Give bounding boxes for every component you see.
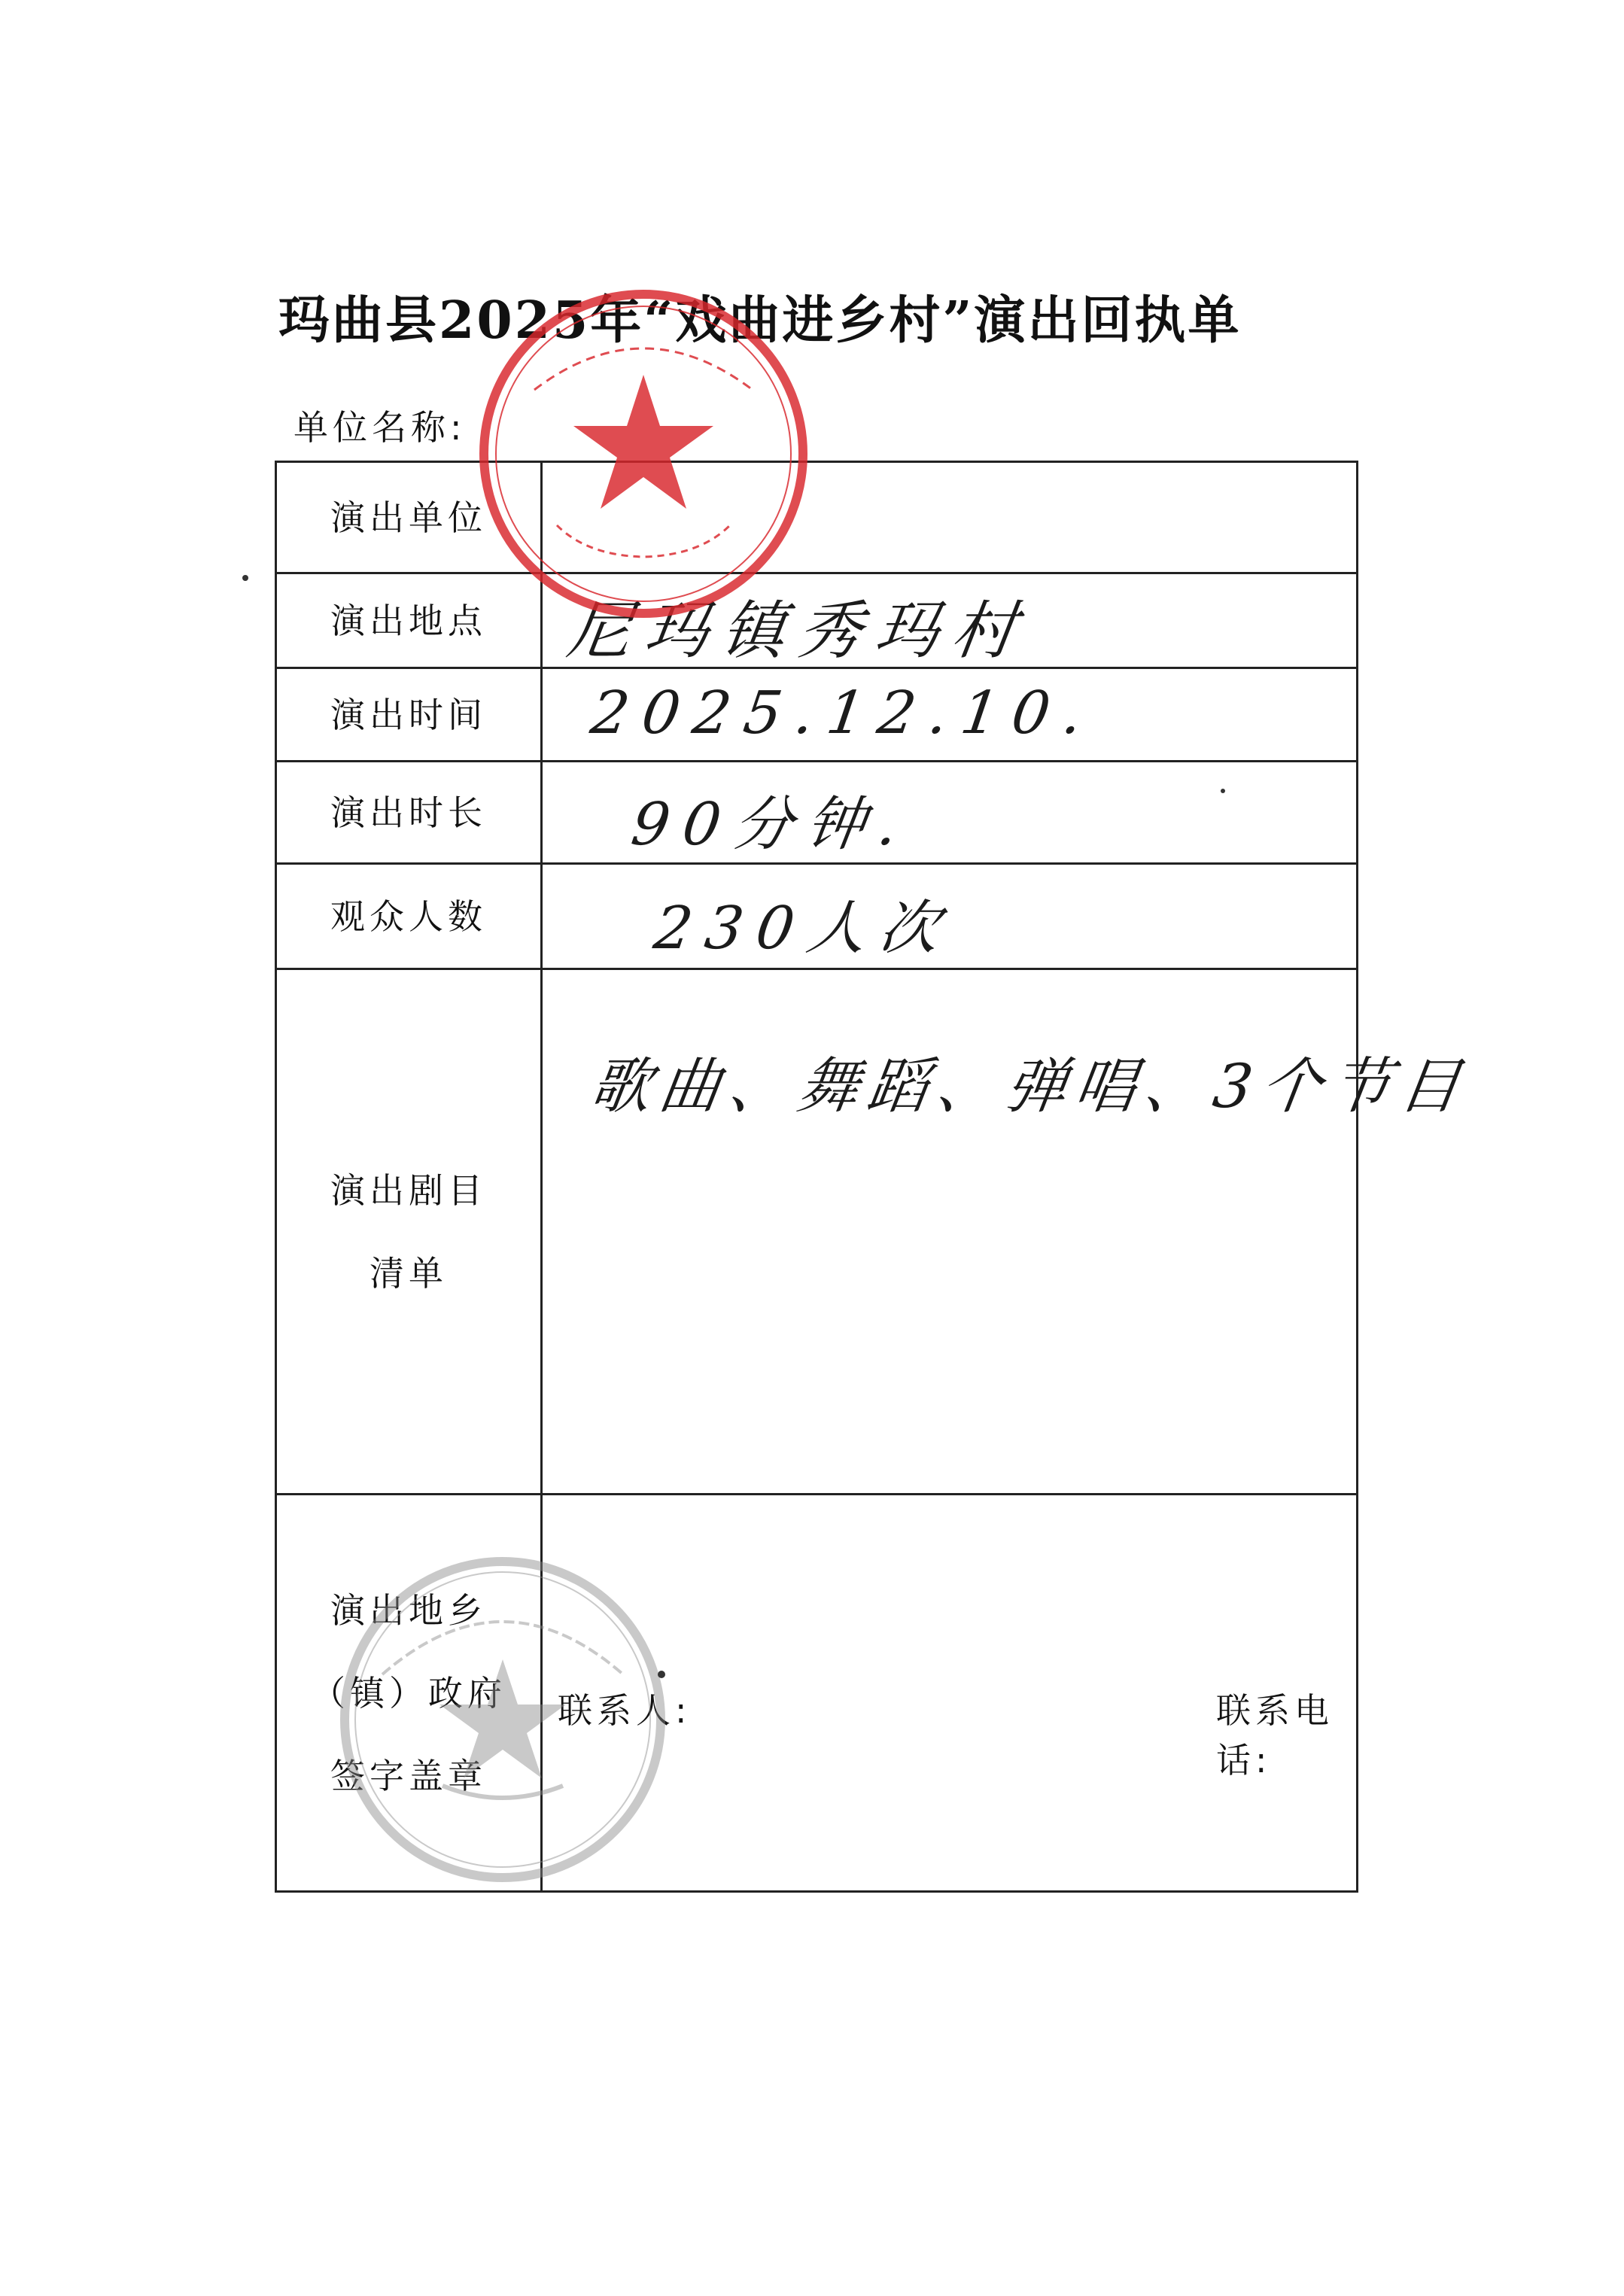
scan-speck <box>658 1671 665 1678</box>
row-label: 观众人数 <box>276 864 542 969</box>
row-label-line: （镇）政府 <box>311 1672 506 1714</box>
scan-speck <box>1221 789 1225 793</box>
scan-speck <box>242 575 248 581</box>
handwritten-duration: 90分钟. <box>627 791 916 859</box>
document-title: 玛曲县2025年“戏曲进乡村”演出回执单 <box>278 290 1242 351</box>
row-label: 演出单位 <box>276 462 542 573</box>
table-row <box>276 668 1358 762</box>
row-label-line: 清单 <box>370 1252 448 1294</box>
row-label: 演出时间 <box>276 668 542 762</box>
table-row <box>276 969 1358 1495</box>
row-label <box>276 969 542 1495</box>
row-label-line: 签字盖章 <box>330 1755 487 1796</box>
date-value <box>542 668 1358 762</box>
handwritten-date: 2025.12.10. <box>586 680 1100 747</box>
handwritten-program-list: 歌曲、舞蹈、弹唱、3个节目 <box>585 1051 1474 1121</box>
contact-phone-label: 联系电话: <box>1216 1690 1334 1781</box>
handwritten-audience: 230人次 <box>649 895 957 962</box>
red-official-seal <box>467 277 820 631</box>
handwritten-venue: 尼玛镇秀玛村 <box>563 594 1034 668</box>
row-label-line: 演出地乡 <box>330 1589 487 1631</box>
contact-person-label: 联系人: <box>558 1690 692 1731</box>
row-label: 演出时长 <box>276 762 542 864</box>
row-label: 演出地点 <box>276 573 542 668</box>
unit-name-label: 单位名称: <box>293 407 467 448</box>
table-row <box>276 762 1358 864</box>
row-label-line: 演出剧目 <box>330 1169 487 1211</box>
gray-official-seal <box>330 1546 676 1893</box>
duration-value <box>542 762 1358 864</box>
program-list-value <box>542 969 1474 1495</box>
table-row <box>276 864 1358 969</box>
audience-value <box>542 864 1358 969</box>
